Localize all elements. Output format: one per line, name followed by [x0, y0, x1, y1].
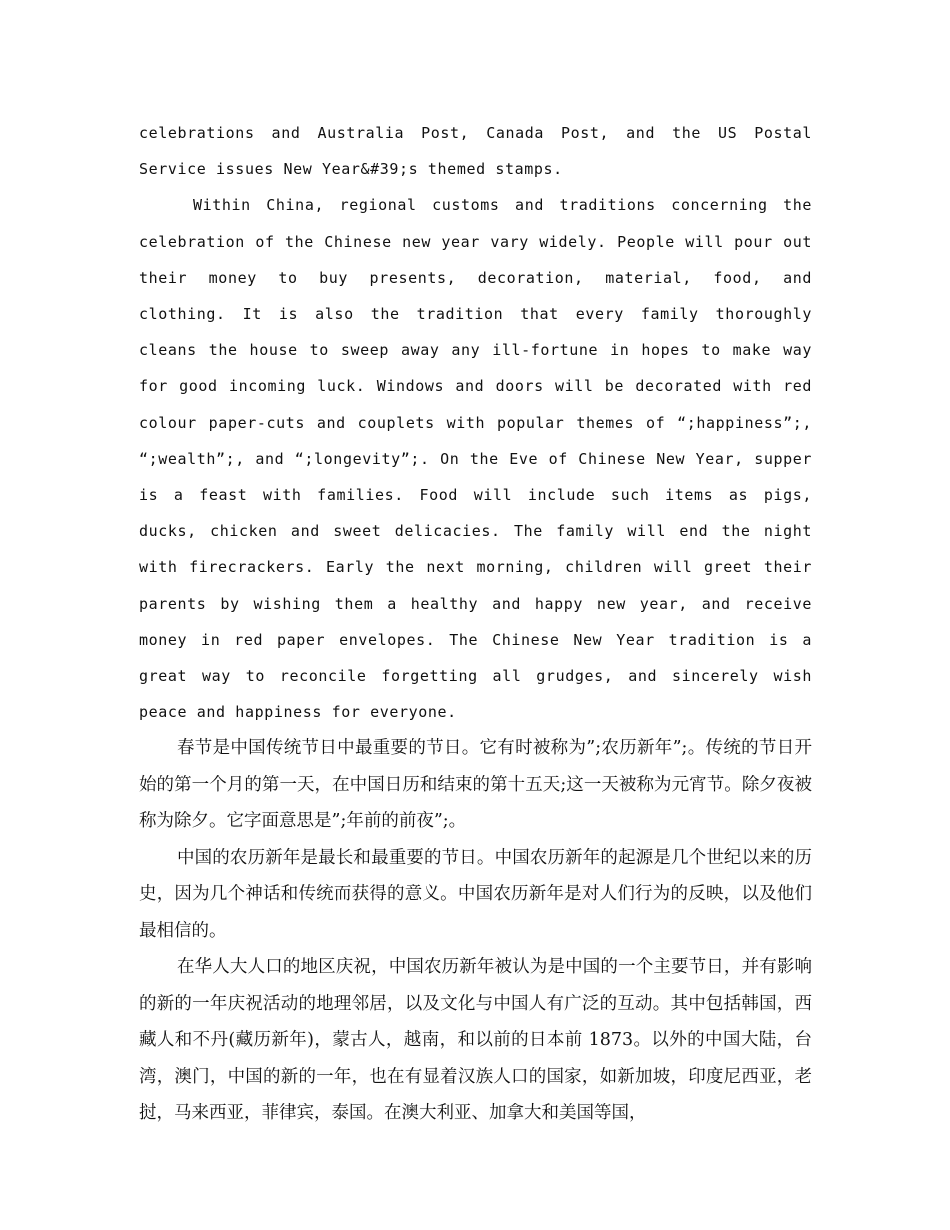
document-body [139, 115, 812, 1132]
paragraph-stamps-continuation: celebrations and Australia Post, Canada Post, and the US Postal Service issues New Year&#39;s themed stamps. [139, 124, 812, 179]
paragraph-celebration-regions: 在华人大人口的地区庆祝，中国农历新年被认为是中国的一个主要节日，并有影响的新的一年庆祝活动的地理邻居，以及文化与中国人有广泛的互动。其中包括韩国，西藏人和不丹(藏历新年)，蒙古人，越南，和以前的日本前 1873。以外的中国大陆，台湾，澳门，中国的新的一年，也在有显着汉族人口的国家，如新加坡，印度尼西亚，老挝，马来西亚，菲律宾，泰国。在澳大利亚、加拿大和美国等国， [139, 957, 812, 1124]
paragraph-regional-customs: Within China, regional customs and traditions concerning the celebration of the Chinese new year vary widely. People will pour out their money to buy presents, decoration, material, food, and clothing. It is also the tradition that every family thoroughly cleans the house to sweep away any ill-fortune in hopes to make way for good incoming luck. Windows and doors will be decorated with red colour paper-cuts and couplets with popular themes of “;happiness”;, “;wealth”;, and “;longevity”;. On the Eve of Chinese New Year, supper is a feast with families. Food will include such items as pigs, ducks, chicken and sweet delicacies. The family will end the night with firecrackers. Early the next morning, children will greet their parents by wishing them a healthy and happy new year, and receive money in red paper envelopes. The Chinese New Year tradition is a great way to reconcile forgetting all grudges, and sincerely wish peace and happiness for everyone. [139, 196, 812, 722]
paragraph-lunar-new-year-origin: 中国的农历新年是最长和最重要的节日。中国农历新年的起源是几个世纪以来的历史，因为几个神话和传统而获得的意义。中国农历新年是对人们行为的反映，以及他们最相信的。 [139, 847, 812, 941]
paragraph-spring-festival-intro: 春节是中国传统节日中最重要的节日。它有时被称为”;农历新年”;。传统的节日开始的第一个月的第一天，在中国日历和结束的第十五天;这一天被称为元宵节。除夕夜被称为除夕。它字面意思是”;年前的前夜”;。 [139, 738, 812, 832]
